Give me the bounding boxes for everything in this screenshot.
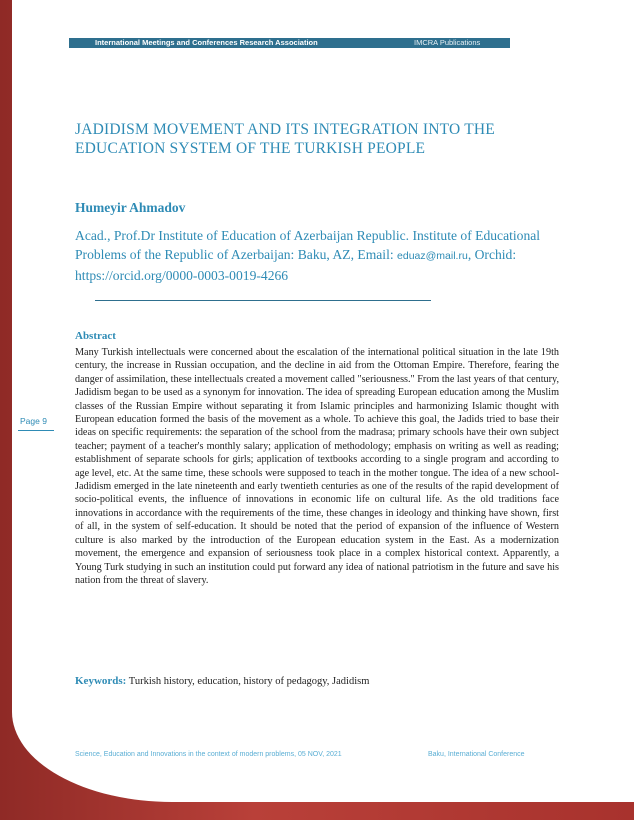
footer-location: Baku, International Conference xyxy=(428,751,525,758)
author-affiliation xyxy=(75,226,545,285)
footer-conference: Science, Education and Innovations in the context of modern problems, 05 NOV, 2021 xyxy=(75,751,342,758)
header-publisher: International Meetings and Conferences Research Association xyxy=(95,38,318,47)
orcid-text: , Orchid: https://orcid.org/0000-0003-0019-4266 xyxy=(75,247,517,283)
abstract-heading: Abstract xyxy=(75,330,116,342)
affiliation-text: Acad., Prof.Dr Institute of Education of Azerbaijan Republic. Institute of Educational Problems of the Republic of Azerbaijan: Baku, AZ, Email: xyxy=(75,228,541,262)
keywords-text: Turkish history, education, history of pedagogy, Jadidism xyxy=(126,676,370,687)
title-line-2: EDUCATION SYSTEM OF THE TURKISH PEOPLE xyxy=(75,140,426,157)
article-title xyxy=(75,120,545,158)
abstract-body: Many Turkish intellectuals were concerned about the escalation of the international political situation in the late 19th century, the increase in Russian occupation, and the decline in aid from the Ottoman Empire. Therefore, fearing the danger of assimilation, these intellectuals created a movement called "seriousness." From the last years of that century, Jadidism began to be used as a synonym for innovation. The idea of spreading European education among the Muslim classes of the Russian Empire without separating it from Islamic principles and harmonizing Islamic thought with European education formed the basis of the movement as a whole. To achieve this goal, the Jadids tried to base their ideas on specific requirements: the separation of the school from the madrasa; primary schools have their own subject teacher; payment of a teacher's monthly salary; application of methodology; emphasis on writing as well as reading; establishment of separate schools for girls; application of textbooks according to a single program and according to age level, etc. At the same time, these schools were supposed to teach in the mother tongue. The idea of a new school-Jadidism emerged in the late nineteenth and early twentieth centuries as one of the results of the rapid development of socio-political events, the influence of innovations in economic life on cultural life. As the old traditions face innovations in accordance with the requirements of the time, these changes in ideology and thinking have shown, first of all, in the system of self-education. It should be noted that the period of expansion of the influence of Western culture is also marked by the introduction of the European education system in the East. As a modernization movement, the emergence and expansion of seriousness took place in a complex historical context. Apparently, a Young Turk studying in such an institution could put forward any idea of national patriotism in the future and save his nation from the threat of slavery. xyxy=(75,347,559,586)
footer xyxy=(75,751,555,758)
section-divider xyxy=(95,300,431,301)
header-publications: IMCRA Publications xyxy=(414,38,481,47)
page-number-rule xyxy=(18,430,54,431)
title-line-1: JADIDISM MOVEMENT AND ITS INTEGRATION INTO THE xyxy=(75,121,495,138)
keywords-colon: : xyxy=(122,675,127,687)
header-bar xyxy=(69,38,510,48)
keywords xyxy=(75,675,555,687)
keywords-label: Keywords xyxy=(75,675,123,687)
email-link[interactable]: eduaz@mail.ru xyxy=(397,250,468,262)
page-number: Page 9 xyxy=(20,416,47,426)
author-name: Humeyir Ahmadov xyxy=(75,200,186,215)
